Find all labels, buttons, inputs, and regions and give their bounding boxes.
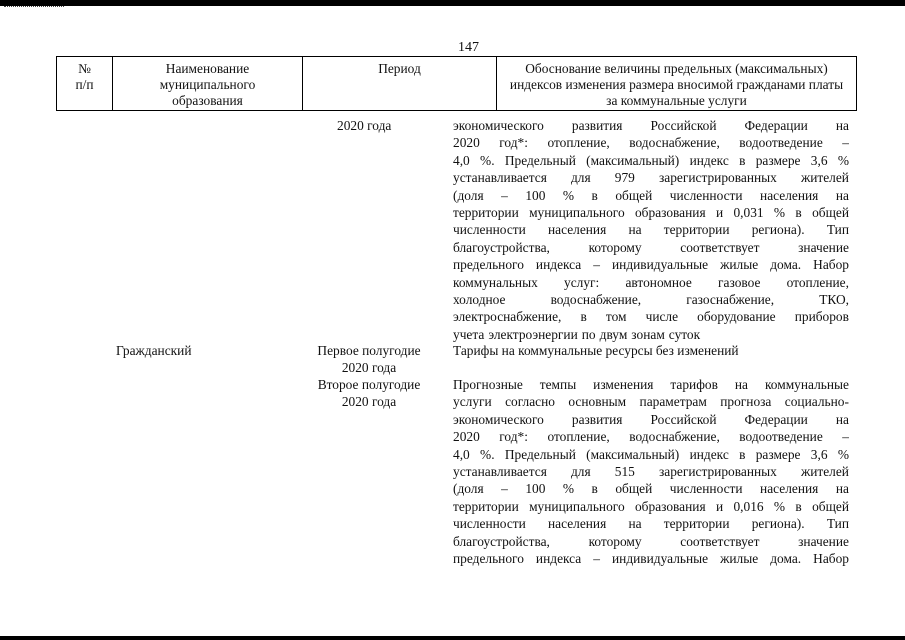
header-text: муниципального (159, 77, 256, 92)
justification-line: учета электроэнергии по двум зонам суток (453, 326, 701, 342)
justification-line: 4,0 %. Предельный (максимальный) индекс в размере 3,6 % (453, 152, 849, 168)
table-header (56, 56, 857, 111)
justification-line: электроснабжение, в том числе оборудование приборов (453, 309, 849, 325)
period-text: 2020 года (341, 394, 397, 409)
header-col-justification (497, 57, 856, 110)
justification-line: территории муниципального образования и 0,031 % в общей (453, 204, 849, 220)
justification-line: 2020 год*: отопление, водоснабжение, водоотведение – (453, 429, 849, 445)
period-text: Второе полугодие (317, 377, 421, 392)
justification-cell-first-half: Тарифы на коммунальные ресурсы без изменений (453, 343, 739, 358)
top-scan-border (0, 0, 905, 6)
page-number: 147 (458, 40, 479, 55)
justification-line: (доля – 100 % в общей численности населения на (453, 481, 849, 497)
municipality-name: Гражданский (116, 343, 192, 358)
justification-line: предельного индекса – индивидуальные жилые дома. Набор (453, 550, 849, 566)
justification-line: устанавливается для 515 зарегистрированных жителей (453, 463, 849, 479)
header-text: индексов изменения размера вносимой гражданами платы (509, 77, 844, 92)
justification-line: Прогнозные темпы изменения тарифов на коммунальные (453, 377, 849, 392)
justification-line: предельного индекса – индивидуальные жилые дома. Набор (453, 257, 849, 273)
bottom-scan-border (0, 636, 905, 640)
justification-line: благоустройства, которому соответствует значение (453, 239, 849, 255)
justification-line: 4,0 %. Предельный (максимальный) индекс в размере 3,6 % (453, 446, 849, 462)
header-col-municipality (113, 57, 303, 110)
header-text: образования (172, 93, 243, 108)
header-text: п/п (75, 77, 94, 92)
justification-line: экономического развития Российской Федерации на (453, 411, 849, 427)
period-cell-second-half (309, 376, 429, 410)
top-dotted-mark (4, 6, 64, 7)
justification-line: устанавливается для 979 зарегистрированных жителей (453, 170, 849, 186)
justification-line: коммунальных услуг: автономное газовое отопление, (453, 274, 849, 290)
justification-cell-second-half (453, 376, 849, 567)
period-cell: 2020 года (337, 118, 392, 133)
period-cell-first-half (309, 342, 429, 376)
period-text: Первое полугодие (317, 343, 421, 358)
justification-line: территории муниципального образования и 0,016 % в общей (453, 498, 849, 514)
header-col-number (57, 57, 113, 110)
header-text: Наименование (165, 61, 250, 76)
justification-line: численности населения на территории региона). Тип (453, 516, 849, 532)
justification-line: холодное водоснабжение, газоснабжение, ТКО, (453, 291, 849, 307)
header-text: Обоснование величины предельных (максимальных) (525, 61, 828, 76)
justification-line: численности населения на территории региона). Тип (453, 222, 849, 238)
period-text: 2020 года (341, 360, 397, 375)
justification-line: благоустройства, которому соответствует значение (453, 533, 849, 549)
justification-line: 2020 год*: отопление, водоснабжение, водоотведение – (453, 135, 849, 151)
header-col-period (303, 57, 497, 110)
justification-line: (доля – 100 % в общей численности населения на (453, 187, 849, 203)
header-text: Период (378, 61, 421, 76)
header-text: за коммунальные услуги (606, 93, 747, 108)
justification-line: услуги согласно основным параметрам прогноза социально- (453, 394, 849, 410)
justification-cell-prev (453, 117, 849, 343)
justification-line: экономического развития Российской Федерации на (453, 118, 849, 133)
header-text: № (78, 61, 91, 76)
